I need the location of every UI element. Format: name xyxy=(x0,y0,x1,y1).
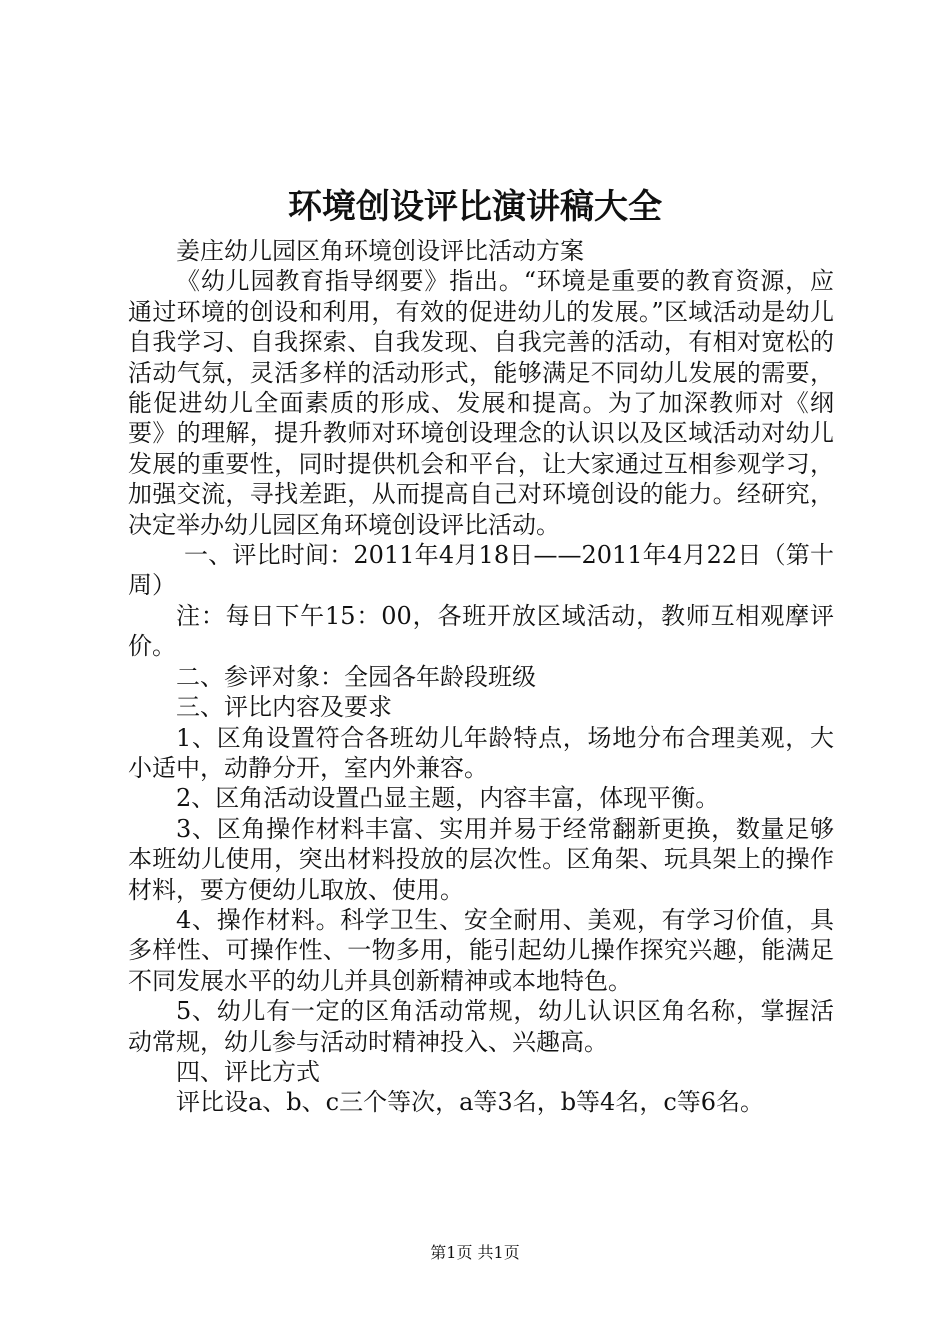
intro-paragraph: 《幼儿园教育指导纲要》指出。“环境是重要的教育资源，应通过环境的创设和利用，有效的促进幼儿的发展。”区域活动是幼儿自我学习、自我探索、自我发现、自我完善的活动，有相对宽松的活动气氛，灵活多样的活动形式，能够满足不同幼儿发展的需要，能促进幼儿全面素质的形成、发展和提高。为了加深教师对《纲要》的理解，提升教师对环境创设理念的认识以及区域活动对幼儿发展的重要性，同时提供机会和平台，让大家通过互相参观学习，加强交流，寻找差距，从而提高自己对环境创设的能力。经研究，决定举办幼儿园区角环境创设评比活动。 xyxy=(128,267,834,539)
section-time: 一、评比时间：2011年4月18日——2011年4月22日（第十周） xyxy=(128,541,834,600)
requirement-1: 1、区角设置符合各班幼儿年龄特点，场地分布合理美观，大小适中，动静分开，室内外兼容。 xyxy=(128,723,834,782)
document-body xyxy=(128,236,834,1118)
document-title: 环境创设评比演讲稿大全 xyxy=(288,187,662,227)
requirement-2: 2、区角活动设置凸显主题，内容丰富，体现平衡。 xyxy=(176,784,720,813)
requirement-4: 4、操作材料。科学卫生、安全耐用、美观，有学习价值，具多样性、可操作性、一物多用，能引起幼儿操作探究兴趣，能满足不同发展水平的幼儿并具创新精神或本地特色。 xyxy=(128,905,834,995)
section-method-heading: 四、评比方式 xyxy=(176,1057,320,1086)
requirement-5: 5、幼儿有一定的区角活动常规，幼儿认识区角名称，掌握活动常规，幼儿参与活动时精神投入、兴趣高。 xyxy=(128,997,834,1056)
section-participants: 二、参评对象：全园各年龄段班级 xyxy=(176,662,536,691)
method-paragraph: 评比设a、b、c三个等次，a等3名，b等4名，c等6名。 xyxy=(176,1088,765,1117)
plan-heading: 姜庄幼儿园区角环境创设评比活动方案 xyxy=(176,237,584,265)
requirement-3: 3、区角操作材料丰富、实用并易于经常翻新更换，数量足够本班幼儿使用，突出材料投放的层次性。区角架、玩具架上的操作材料，要方便幼儿取放、使用。 xyxy=(128,814,834,904)
page-footer: 第1页 共1页 xyxy=(430,1243,520,1262)
section-content-heading: 三、评比内容及要求 xyxy=(176,693,392,722)
time-note: 注：每日下午15：00，各班开放区域活动，教师互相观摩评价。 xyxy=(128,601,834,661)
